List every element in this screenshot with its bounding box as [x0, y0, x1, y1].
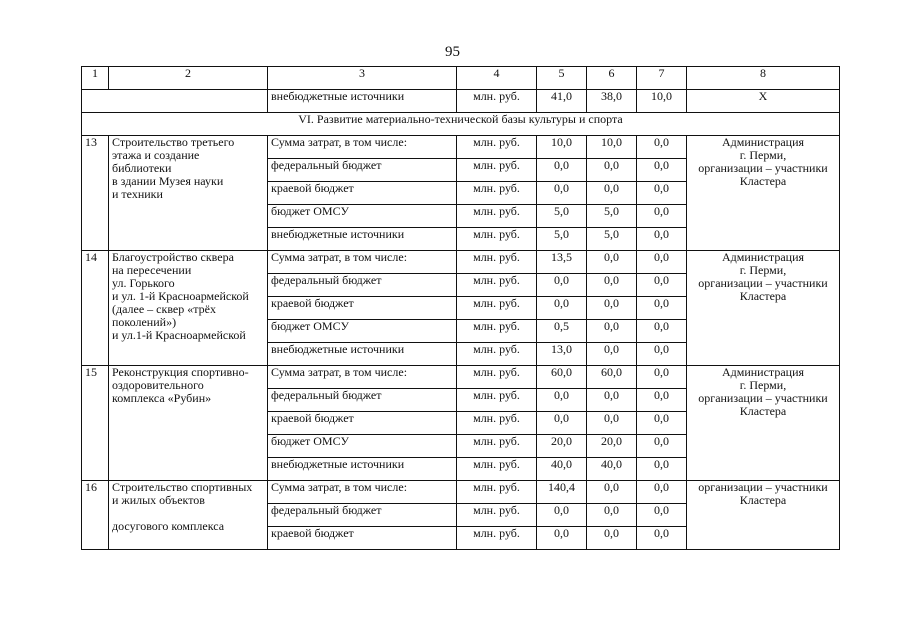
- value-cell: 0,0: [587, 274, 637, 297]
- unit-cell: млн. руб.: [457, 527, 537, 550]
- page-number: 95: [445, 44, 460, 60]
- project-name: Строительство спортивных и жилых объектов досугового комплекса: [109, 481, 268, 550]
- responsible-cell: Администрация г. Перми, организации – участники Кластера: [687, 251, 840, 366]
- source-cell: краевой бюджет: [268, 182, 457, 205]
- project-row: [82, 136, 840, 159]
- value-cell: 0,0: [637, 182, 687, 205]
- value-cell: 13,0: [537, 343, 587, 366]
- value-cell: 5,0: [587, 205, 637, 228]
- header-cell: 2: [109, 67, 268, 90]
- source-cell: федеральный бюджет: [268, 389, 457, 412]
- project-row: [82, 481, 840, 504]
- value-cell: 60,0: [587, 366, 637, 389]
- value-cell: 0,0: [637, 343, 687, 366]
- unit-cell: млн. руб.: [457, 205, 537, 228]
- value-cell: 0,0: [637, 412, 687, 435]
- project-row: [82, 251, 840, 274]
- value-cell: 41,0: [537, 90, 587, 113]
- value-cell: 0,0: [587, 527, 637, 550]
- unit-cell: млн. руб.: [457, 481, 537, 504]
- source-cell: внебюджетные источники: [268, 228, 457, 251]
- unit-cell: млн. руб.: [457, 435, 537, 458]
- unit-cell: млн. руб.: [457, 136, 537, 159]
- source-cell: федеральный бюджет: [268, 274, 457, 297]
- unit-cell: млн. руб.: [457, 251, 537, 274]
- value-cell: 0,0: [637, 389, 687, 412]
- project-name: Реконструкция спортивно- оздоровительного комплекса «Рубин»: [109, 366, 268, 481]
- unit-cell: млн. руб.: [457, 504, 537, 527]
- value-cell: 0,0: [587, 297, 637, 320]
- unit-cell: млн. руб.: [457, 412, 537, 435]
- value-cell: 0,0: [537, 527, 587, 550]
- value-cell: 5,0: [587, 228, 637, 251]
- value-cell: 0,0: [537, 389, 587, 412]
- value-cell: 60,0: [537, 366, 587, 389]
- source-cell: бюджет ОМСУ: [268, 320, 457, 343]
- source-cell: внебюджетные источники: [268, 343, 457, 366]
- header-cell: 8: [687, 67, 840, 90]
- unit-cell: млн. руб.: [457, 343, 537, 366]
- unit-cell: млн. руб.: [457, 458, 537, 481]
- header-row: [82, 67, 840, 90]
- value-cell: 10,0: [537, 136, 587, 159]
- project-index: 16: [82, 481, 109, 550]
- carry-row: [82, 90, 840, 113]
- project-name: Строительство третьего этажа и создание библиотеки в здании Музея науки и техники: [109, 136, 268, 251]
- value-cell: 0,0: [587, 343, 637, 366]
- source-cell: Сумма затрат, в том числе:: [268, 136, 457, 159]
- value-cell: 0,0: [537, 182, 587, 205]
- value-cell: 40,0: [587, 458, 637, 481]
- project-index: 13: [82, 136, 109, 251]
- unit-cell: млн. руб.: [457, 366, 537, 389]
- value-cell: 0,0: [637, 458, 687, 481]
- value-cell: 10,0: [637, 90, 687, 113]
- value-cell: 0,0: [637, 504, 687, 527]
- value-cell: 0,0: [637, 297, 687, 320]
- value-cell: 0,0: [587, 504, 637, 527]
- unit-cell: млн. руб.: [457, 320, 537, 343]
- unit-cell: млн. руб.: [457, 159, 537, 182]
- value-cell: 0,0: [587, 389, 637, 412]
- source-cell: краевой бюджет: [268, 412, 457, 435]
- budget-table: [81, 66, 840, 550]
- value-cell: 140,4: [537, 481, 587, 504]
- source-cell: федеральный бюджет: [268, 504, 457, 527]
- value-cell: 0,0: [637, 274, 687, 297]
- value-cell: 0,0: [587, 182, 637, 205]
- value-cell: 0,0: [587, 412, 637, 435]
- responsible-cell: Администрация г. Перми, организации – участники Кластера: [687, 136, 840, 251]
- value-cell: 20,0: [587, 435, 637, 458]
- value-cell: 0,0: [537, 504, 587, 527]
- source-cell: внебюджетные источники: [268, 458, 457, 481]
- value-cell: 0,0: [537, 274, 587, 297]
- value-cell: 0,0: [637, 527, 687, 550]
- source-cell: Сумма затрат, в том числе:: [268, 481, 457, 504]
- value-cell: 0,0: [637, 205, 687, 228]
- value-cell: 10,0: [587, 136, 637, 159]
- value-cell: 38,0: [587, 90, 637, 113]
- source-cell: бюджет ОМСУ: [268, 205, 457, 228]
- project-index: 14: [82, 251, 109, 366]
- header-cell: 5: [537, 67, 587, 90]
- value-cell: 0,0: [637, 366, 687, 389]
- section-title: VI. Развитие материально-технической базы культуры и спорта: [82, 113, 840, 136]
- value-cell: 0,0: [587, 320, 637, 343]
- value-cell: 13,5: [537, 251, 587, 274]
- value-cell: 0,0: [587, 251, 637, 274]
- responsible-cell: Администрация г. Перми, организации – участники Кластера: [687, 366, 840, 481]
- value-cell: 0,0: [637, 228, 687, 251]
- unit-cell: млн. руб.: [457, 228, 537, 251]
- section-row: [82, 113, 840, 136]
- value-cell: 0,0: [637, 435, 687, 458]
- source-cell: бюджет ОМСУ: [268, 435, 457, 458]
- header-cell: 6: [587, 67, 637, 90]
- value-cell: 0,0: [587, 481, 637, 504]
- value-cell: 40,0: [537, 458, 587, 481]
- value-cell: 0,0: [537, 412, 587, 435]
- value-cell: 0,0: [587, 159, 637, 182]
- responsible-cell: организации – участники Кластера: [687, 481, 840, 550]
- value-cell: 0,0: [537, 297, 587, 320]
- source-cell: краевой бюджет: [268, 527, 457, 550]
- source-cell: краевой бюджет: [268, 297, 457, 320]
- source-cell: внебюджетные источники: [268, 90, 457, 113]
- value-cell: 5,0: [537, 228, 587, 251]
- empty-cell: [82, 90, 268, 113]
- value-cell: 20,0: [537, 435, 587, 458]
- project-index: 15: [82, 366, 109, 481]
- value-cell: 5,0: [537, 205, 587, 228]
- unit-cell: млн. руб.: [457, 182, 537, 205]
- value-cell: 0,0: [637, 481, 687, 504]
- header-cell: 4: [457, 67, 537, 90]
- value-cell: 0,0: [537, 159, 587, 182]
- source-cell: Сумма затрат, в том числе:: [268, 366, 457, 389]
- unit-cell: млн. руб.: [457, 297, 537, 320]
- value-cell: 0,0: [637, 320, 687, 343]
- value-cell: 0,0: [637, 251, 687, 274]
- header-cell: 7: [637, 67, 687, 90]
- unit-cell: млн. руб.: [457, 90, 537, 113]
- unit-cell: млн. руб.: [457, 274, 537, 297]
- responsible-cell: X: [687, 90, 840, 113]
- source-cell: федеральный бюджет: [268, 159, 457, 182]
- source-cell: Сумма затрат, в том числе:: [268, 251, 457, 274]
- value-cell: 0,0: [637, 136, 687, 159]
- value-cell: 0,0: [637, 159, 687, 182]
- unit-cell: млн. руб.: [457, 389, 537, 412]
- value-cell: 0,5: [537, 320, 587, 343]
- project-name: Благоустройство сквера на пересечении ул. Горького и ул. 1-й Красноармейской (далее – сквер «трёх поколений») и ул.1-й Красноармейской: [109, 251, 268, 366]
- header-cell: 3: [268, 67, 457, 90]
- header-cell: 1: [82, 67, 109, 90]
- project-row: [82, 366, 840, 389]
